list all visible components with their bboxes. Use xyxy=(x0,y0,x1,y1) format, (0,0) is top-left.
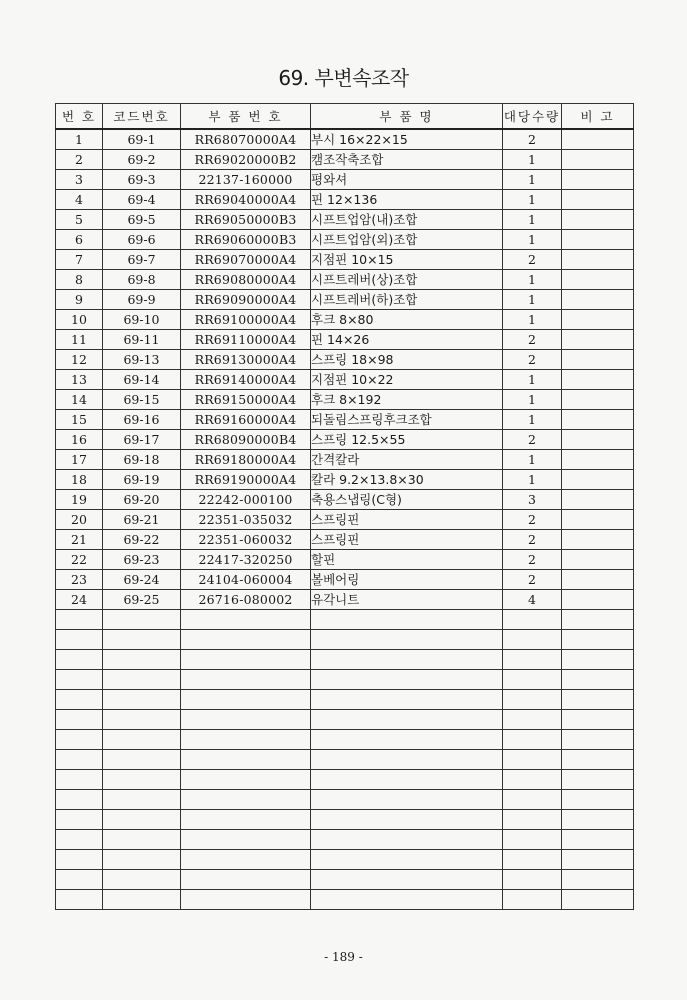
cell-note xyxy=(562,810,634,830)
cell-note xyxy=(562,430,634,450)
cell-part-name: 축용스냅링(C형) xyxy=(311,490,503,510)
cell-note xyxy=(562,290,634,310)
cell-note xyxy=(562,670,634,690)
cell-qty xyxy=(503,690,562,710)
cell-part-name xyxy=(311,710,503,730)
cell-part-no xyxy=(181,870,311,890)
cell-qty: 4 xyxy=(503,590,562,610)
cell-code xyxy=(103,870,181,890)
cell-note xyxy=(562,230,634,250)
parts-table xyxy=(55,103,634,910)
cell-qty: 1 xyxy=(503,150,562,170)
cell-part-no: 22137-160000 xyxy=(181,170,311,190)
table-row xyxy=(56,490,634,510)
cell-no: 4 xyxy=(56,190,103,210)
cell-note xyxy=(562,770,634,790)
cell-part-no: 24104-060004 xyxy=(181,570,311,590)
cell-note xyxy=(562,850,634,870)
cell-part-no: 22417-320250 xyxy=(181,550,311,570)
cell-no: 20 xyxy=(56,510,103,530)
cell-note xyxy=(562,890,634,910)
cell-part-name: 시프트업암(외)조합 xyxy=(311,230,503,250)
cell-qty xyxy=(503,730,562,750)
cell-part-no: RR69110000A4 xyxy=(181,330,311,350)
cell-code xyxy=(103,750,181,770)
cell-part-no xyxy=(181,790,311,810)
table-row xyxy=(56,470,634,490)
cell-no: 5 xyxy=(56,210,103,230)
table-row xyxy=(56,230,634,250)
cell-no xyxy=(56,890,103,910)
cell-code: 69-2 xyxy=(103,150,181,170)
table-header-row xyxy=(56,104,634,130)
empty-row xyxy=(56,750,634,770)
cell-qty xyxy=(503,710,562,730)
cell-code: 69-17 xyxy=(103,430,181,450)
cell-no: 9 xyxy=(56,290,103,310)
cell-note xyxy=(562,730,634,750)
cell-code: 69-22 xyxy=(103,530,181,550)
cell-code xyxy=(103,830,181,850)
cell-part-name: 핀 14×26 xyxy=(311,330,503,350)
empty-row xyxy=(56,690,634,710)
cell-part-no xyxy=(181,750,311,770)
table-row xyxy=(56,570,634,590)
cell-qty xyxy=(503,750,562,770)
cell-no xyxy=(56,850,103,870)
table-row xyxy=(56,450,634,470)
cell-part-no: RR69020000B2 xyxy=(181,150,311,170)
cell-note xyxy=(562,310,634,330)
cell-part-no: 22351-060032 xyxy=(181,530,311,550)
cell-code: 69-4 xyxy=(103,190,181,210)
cell-no xyxy=(56,790,103,810)
cell-qty: 2 xyxy=(503,250,562,270)
cell-part-no: RR69070000A4 xyxy=(181,250,311,270)
cell-qty xyxy=(503,830,562,850)
cell-qty xyxy=(503,870,562,890)
cell-no: 11 xyxy=(56,330,103,350)
cell-part-name xyxy=(311,610,503,630)
cell-qty: 1 xyxy=(503,230,562,250)
cell-no: 17 xyxy=(56,450,103,470)
cell-part-name xyxy=(311,890,503,910)
cell-code xyxy=(103,610,181,630)
cell-no: 3 xyxy=(56,170,103,190)
cell-qty xyxy=(503,610,562,630)
cell-part-no xyxy=(181,850,311,870)
cell-code: 69-5 xyxy=(103,210,181,230)
cell-part-no: RR69190000A4 xyxy=(181,470,311,490)
cell-part-name: 간격칼라 xyxy=(311,450,503,470)
cell-part-no: RR69180000A4 xyxy=(181,450,311,470)
cell-part-name: 시프트레버(하)조합 xyxy=(311,290,503,310)
empty-row xyxy=(56,630,634,650)
cell-part-no: 22351-035032 xyxy=(181,510,311,530)
col-header-no: 번 호 xyxy=(56,104,103,130)
cell-qty xyxy=(503,790,562,810)
cell-no: 12 xyxy=(56,350,103,370)
cell-qty xyxy=(503,770,562,790)
cell-part-no: RR69150000A4 xyxy=(181,390,311,410)
col-header-code: 코드번호 xyxy=(103,104,181,130)
table-row xyxy=(56,150,634,170)
cell-part-no xyxy=(181,810,311,830)
cell-part-name xyxy=(311,750,503,770)
cell-no: 21 xyxy=(56,530,103,550)
cell-code: 69-20 xyxy=(103,490,181,510)
cell-no: 23 xyxy=(56,570,103,590)
cell-code: 69-6 xyxy=(103,230,181,250)
cell-part-name xyxy=(311,630,503,650)
cell-note xyxy=(562,790,634,810)
page-title: 69. 부변속조작 xyxy=(278,66,409,90)
cell-no xyxy=(56,650,103,670)
empty-row xyxy=(56,790,634,810)
cell-part-no: RR69040000A4 xyxy=(181,190,311,210)
cell-note xyxy=(562,330,634,350)
cell-note xyxy=(562,710,634,730)
cell-code: 69-16 xyxy=(103,410,181,430)
cell-note xyxy=(562,690,634,710)
cell-code: 69-3 xyxy=(103,170,181,190)
cell-code xyxy=(103,730,181,750)
cell-part-name: 후크 8×80 xyxy=(311,310,503,330)
cell-part-name: 지점핀 10×15 xyxy=(311,250,503,270)
cell-part-name: 캠조작축조합 xyxy=(311,150,503,170)
empty-row xyxy=(56,770,634,790)
empty-row xyxy=(56,830,634,850)
cell-qty: 1 xyxy=(503,310,562,330)
cell-part-name: 되돌림스프링후크조합 xyxy=(311,410,503,430)
cell-part-no: RR69090000A4 xyxy=(181,290,311,310)
cell-qty: 1 xyxy=(503,190,562,210)
cell-part-no: RR69140000A4 xyxy=(181,370,311,390)
cell-qty: 1 xyxy=(503,170,562,190)
cell-part-name: 칼라 9.2×13.8×30 xyxy=(311,470,503,490)
cell-qty: 1 xyxy=(503,450,562,470)
table-row xyxy=(56,410,634,430)
empty-row xyxy=(56,610,634,630)
cell-code: 69-23 xyxy=(103,550,181,570)
cell-code: 69-25 xyxy=(103,590,181,610)
cell-qty: 1 xyxy=(503,390,562,410)
cell-part-no: 26716-080002 xyxy=(181,590,311,610)
cell-part-name: 지점핀 10×22 xyxy=(311,370,503,390)
cell-note xyxy=(562,750,634,770)
cell-no: 22 xyxy=(56,550,103,570)
cell-note xyxy=(562,210,634,230)
cell-code: 69-7 xyxy=(103,250,181,270)
table-row xyxy=(56,250,634,270)
cell-no: 8 xyxy=(56,270,103,290)
page-number: - 189 - xyxy=(324,950,363,964)
cell-qty: 1 xyxy=(503,270,562,290)
cell-qty xyxy=(503,890,562,910)
cell-part-name: 시프트레버(상)조합 xyxy=(311,270,503,290)
table-row xyxy=(56,129,634,150)
empty-row xyxy=(56,890,634,910)
cell-part-name xyxy=(311,690,503,710)
cell-no xyxy=(56,630,103,650)
cell-qty xyxy=(503,670,562,690)
cell-note xyxy=(562,450,634,470)
cell-qty: 2 xyxy=(503,129,562,150)
cell-code: 69-14 xyxy=(103,370,181,390)
cell-code xyxy=(103,790,181,810)
cell-qty: 1 xyxy=(503,470,562,490)
cell-no: 2 xyxy=(56,150,103,170)
cell-no xyxy=(56,770,103,790)
cell-code xyxy=(103,650,181,670)
col-header-part-no: 부 품 번 호 xyxy=(181,104,311,130)
cell-no xyxy=(56,810,103,830)
table-row xyxy=(56,530,634,550)
table-row xyxy=(56,590,634,610)
cell-part-name: 시프트업암(내)조합 xyxy=(311,210,503,230)
cell-no: 14 xyxy=(56,390,103,410)
cell-no: 18 xyxy=(56,470,103,490)
cell-no xyxy=(56,690,103,710)
cell-note xyxy=(562,610,634,630)
table-row xyxy=(56,270,634,290)
cell-part-name: 부시 16×22×15 xyxy=(311,129,503,150)
cell-part-name: 유각니트 xyxy=(311,590,503,610)
cell-part-no xyxy=(181,630,311,650)
cell-qty: 2 xyxy=(503,330,562,350)
table-row xyxy=(56,370,634,390)
cell-part-no: RR69080000A4 xyxy=(181,270,311,290)
cell-part-name: 후크 8×192 xyxy=(311,390,503,410)
cell-code xyxy=(103,710,181,730)
cell-note xyxy=(562,350,634,370)
empty-row xyxy=(56,810,634,830)
cell-code: 69-13 xyxy=(103,350,181,370)
cell-part-no xyxy=(181,690,311,710)
cell-part-name: 볼베어링 xyxy=(311,570,503,590)
cell-code xyxy=(103,670,181,690)
cell-part-no: 22242-000100 xyxy=(181,490,311,510)
cell-note xyxy=(562,650,634,670)
cell-no xyxy=(56,670,103,690)
cell-part-no: RR68090000B4 xyxy=(181,430,311,450)
empty-row xyxy=(56,670,634,690)
cell-note xyxy=(562,530,634,550)
cell-code: 69-24 xyxy=(103,570,181,590)
cell-code: 69-1 xyxy=(103,129,181,150)
cell-part-name xyxy=(311,730,503,750)
cell-note xyxy=(562,570,634,590)
cell-part-name: 평와셔 xyxy=(311,170,503,190)
cell-code xyxy=(103,770,181,790)
cell-part-no: RR68070000A4 xyxy=(181,129,311,150)
cell-code: 69-10 xyxy=(103,310,181,330)
cell-part-no xyxy=(181,670,311,690)
cell-no: 10 xyxy=(56,310,103,330)
cell-no: 16 xyxy=(56,430,103,450)
table-row xyxy=(56,310,634,330)
cell-part-no xyxy=(181,770,311,790)
col-header-part-name: 부 품 명 xyxy=(311,104,503,130)
table-row xyxy=(56,390,634,410)
table-row xyxy=(56,190,634,210)
table-row xyxy=(56,170,634,190)
cell-no xyxy=(56,870,103,890)
cell-note xyxy=(562,129,634,150)
col-header-qty: 대당수량 xyxy=(503,104,562,130)
cell-part-name xyxy=(311,770,503,790)
cell-no: 1 xyxy=(56,129,103,150)
cell-no: 13 xyxy=(56,370,103,390)
cell-code xyxy=(103,810,181,830)
cell-part-name xyxy=(311,870,503,890)
cell-no: 15 xyxy=(56,410,103,430)
cell-code: 69-9 xyxy=(103,290,181,310)
cell-part-name: 할핀 xyxy=(311,550,503,570)
table-body xyxy=(56,129,634,910)
empty-row xyxy=(56,710,634,730)
cell-part-no xyxy=(181,650,311,670)
cell-no xyxy=(56,830,103,850)
cell-no: 19 xyxy=(56,490,103,510)
cell-qty: 2 xyxy=(503,510,562,530)
cell-code: 69-19 xyxy=(103,470,181,490)
empty-row xyxy=(56,730,634,750)
cell-qty: 1 xyxy=(503,210,562,230)
cell-qty: 3 xyxy=(503,490,562,510)
cell-note xyxy=(562,370,634,390)
cell-no xyxy=(56,710,103,730)
cell-part-name: 스프링핀 xyxy=(311,530,503,550)
cell-no xyxy=(56,750,103,770)
cell-note xyxy=(562,150,634,170)
cell-code: 69-11 xyxy=(103,330,181,350)
cell-code: 69-15 xyxy=(103,390,181,410)
cell-note xyxy=(562,630,634,650)
cell-part-no: RR69160000A4 xyxy=(181,410,311,430)
cell-qty: 2 xyxy=(503,350,562,370)
cell-no xyxy=(56,730,103,750)
cell-qty: 2 xyxy=(503,570,562,590)
empty-row xyxy=(56,850,634,870)
cell-code xyxy=(103,630,181,650)
cell-code xyxy=(103,890,181,910)
cell-note xyxy=(562,870,634,890)
col-header-note: 비 고 xyxy=(562,104,634,130)
cell-note xyxy=(562,590,634,610)
cell-part-no xyxy=(181,830,311,850)
cell-part-name: 스프링핀 xyxy=(311,510,503,530)
cell-part-no: RR69060000B3 xyxy=(181,230,311,250)
cell-part-name xyxy=(311,850,503,870)
cell-qty xyxy=(503,850,562,870)
cell-qty: 1 xyxy=(503,290,562,310)
cell-qty xyxy=(503,810,562,830)
cell-note xyxy=(562,170,634,190)
empty-row xyxy=(56,870,634,890)
cell-qty: 2 xyxy=(503,430,562,450)
cell-note xyxy=(562,550,634,570)
cell-note xyxy=(562,470,634,490)
cell-note xyxy=(562,830,634,850)
cell-part-no xyxy=(181,890,311,910)
cell-qty: 1 xyxy=(503,410,562,430)
cell-note xyxy=(562,390,634,410)
table-row xyxy=(56,350,634,370)
cell-code xyxy=(103,690,181,710)
table-row xyxy=(56,210,634,230)
cell-note xyxy=(562,410,634,430)
cell-part-name: 스프링 18×98 xyxy=(311,350,503,370)
cell-qty: 2 xyxy=(503,550,562,570)
cell-note xyxy=(562,190,634,210)
cell-part-no: RR69130000A4 xyxy=(181,350,311,370)
cell-part-name xyxy=(311,650,503,670)
empty-row xyxy=(56,650,634,670)
cell-code: 69-8 xyxy=(103,270,181,290)
cell-part-name xyxy=(311,670,503,690)
table-row xyxy=(56,330,634,350)
cell-note xyxy=(562,510,634,530)
cell-part-name xyxy=(311,830,503,850)
cell-note xyxy=(562,270,634,290)
table-row xyxy=(56,290,634,310)
cell-part-no xyxy=(181,710,311,730)
cell-note xyxy=(562,490,634,510)
cell-no xyxy=(56,610,103,630)
cell-code: 69-21 xyxy=(103,510,181,530)
table-row xyxy=(56,550,634,570)
cell-no: 6 xyxy=(56,230,103,250)
cell-part-name xyxy=(311,790,503,810)
cell-no: 24 xyxy=(56,590,103,610)
cell-qty: 1 xyxy=(503,370,562,390)
table-row xyxy=(56,510,634,530)
cell-part-no xyxy=(181,610,311,630)
cell-part-name: 스프링 12.5×55 xyxy=(311,430,503,450)
cell-code xyxy=(103,850,181,870)
cell-qty xyxy=(503,630,562,650)
cell-code: 69-18 xyxy=(103,450,181,470)
table-row xyxy=(56,430,634,450)
cell-part-no: RR69050000B3 xyxy=(181,210,311,230)
cell-qty xyxy=(503,650,562,670)
cell-no: 7 xyxy=(56,250,103,270)
cell-note xyxy=(562,250,634,270)
cell-part-name xyxy=(311,810,503,830)
cell-part-no: RR69100000A4 xyxy=(181,310,311,330)
cell-qty: 2 xyxy=(503,530,562,550)
cell-part-name: 핀 12×136 xyxy=(311,190,503,210)
cell-part-no xyxy=(181,730,311,750)
